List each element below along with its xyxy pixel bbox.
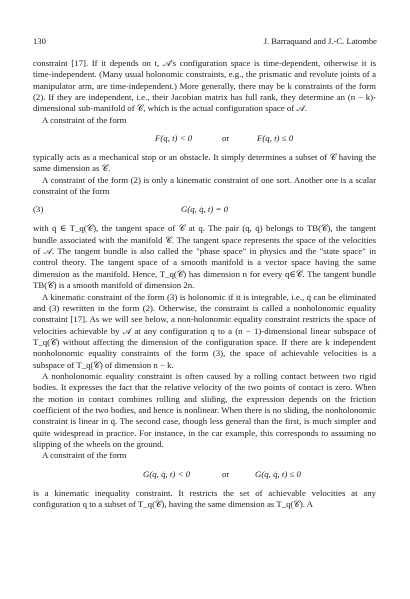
paragraph: A kinematic constraint of the form (3) is holonomic if it is integrable, i.e., q̇ can be eliminated and (3) rewritten in the form (2). Otherwise, the constraint is called a nonholonomic equality constraint [17]. As we will see below, a non-holonomic equality constraint restricts the space of velocities achievable by 𝒜 at any configuration q to a (n − 1)-dimensional linear subspace of T_q(𝒞) without affecting the dimension of the configuration space. If there are k independent nonholonomic equality constraints of the form (3), the space of achievable velocities is a subspace of T_q(𝒞) of dimension n − k. <box>33 291 376 370</box>
equation-rhs: G(q, q̇, t) ≤ 0 <box>255 468 301 479</box>
paragraph: typically acts as a mechanical stop or an obstacle. It simply determines a subset of 𝒞 having the same dimension as 𝒞. <box>33 152 376 174</box>
equation-connector: or <box>222 133 230 144</box>
body-text <box>33 58 376 510</box>
paragraph: A constraint of the form (2) is only a kinematic constraint of one sort. Another one is a scalar constraint of the form <box>33 174 376 197</box>
equation-body: G(q, q̇, t) = 0 <box>181 204 228 215</box>
equation-connector: or <box>222 468 230 479</box>
running-head-authors: J. Barraquand and J.-C. Latombe <box>263 36 377 46</box>
paragraph: constraint [17]. If it depends on t, 𝒜's configuration space is time-dependent, otherwise it is time-independent. (Many usual holonomic constraints, e.g., the prismatic and revolute joints of a manipulator arm, are time-independent.) More generally, there may be k constraints of the form (2). If they are independent, i.e., their Jacobian matrix has full rank, they determine an (n − k)-dimensional sub-manifold of 𝒞, which is the actual configuration space of 𝒜. <box>33 58 376 114</box>
equation-rhs: F(q, t) ≤ 0 <box>257 133 294 144</box>
numbered-equation <box>33 197 376 223</box>
equation-number: (3) <box>33 204 44 215</box>
paragraph: with q̇ ∈ T_q(𝒞), the tangent space of 𝒞 at q. The pair (q, q̇) belongs to TB(𝒞), the tangent bundle associated with the manifold 𝒞. The tangent space represents the space of the velocities of 𝒜. The tangent bundle is also called the "phase space" in physics and the "state space" in control theory. The tangent space of a smooth manifold is a vector space having the same dimension as the manifold. Hence, T_q(𝒞) has dimension n for every q∈𝒞. The tangent bundle TB(𝒞) is a smooth manifold of dimension 2n. <box>33 223 376 291</box>
page-number: 130 <box>33 36 46 46</box>
display-equation <box>33 126 376 152</box>
equation-lhs: F(q, t) < 0 <box>155 133 193 144</box>
running-header <box>33 36 377 48</box>
paragraph: A constraint of the form <box>42 114 127 125</box>
paragraph: is a kinematic inequality constraint. It restricts the set of achievable velocities at any configuration q to a subset of T_q(𝒞), having the same dimension as T_q(𝒞). A <box>33 487 376 509</box>
paragraph: A nonholonomic equality constraint is often caused by a rolling contact between two rigid bodies. It expresses the fact that the relative velocity of the two points of contact is zero. When the motion in contact combines rolling and sliding, the expression depends on the friction coefficient of the two bodies, and hence is nonlinear. When there is no sliding, the nonholonomic constraint is linear in q̇. The second case, though less general than the first, is much simpler and quite widespread in practice. For instance, in the car example, this corresponds to assuming no slipping of the wheels on the ground. <box>33 370 376 449</box>
equation-lhs: G(q, q̇, t) < 0 <box>143 468 190 479</box>
display-equation <box>33 462 376 488</box>
paragraph: A constraint of the form <box>42 450 127 461</box>
